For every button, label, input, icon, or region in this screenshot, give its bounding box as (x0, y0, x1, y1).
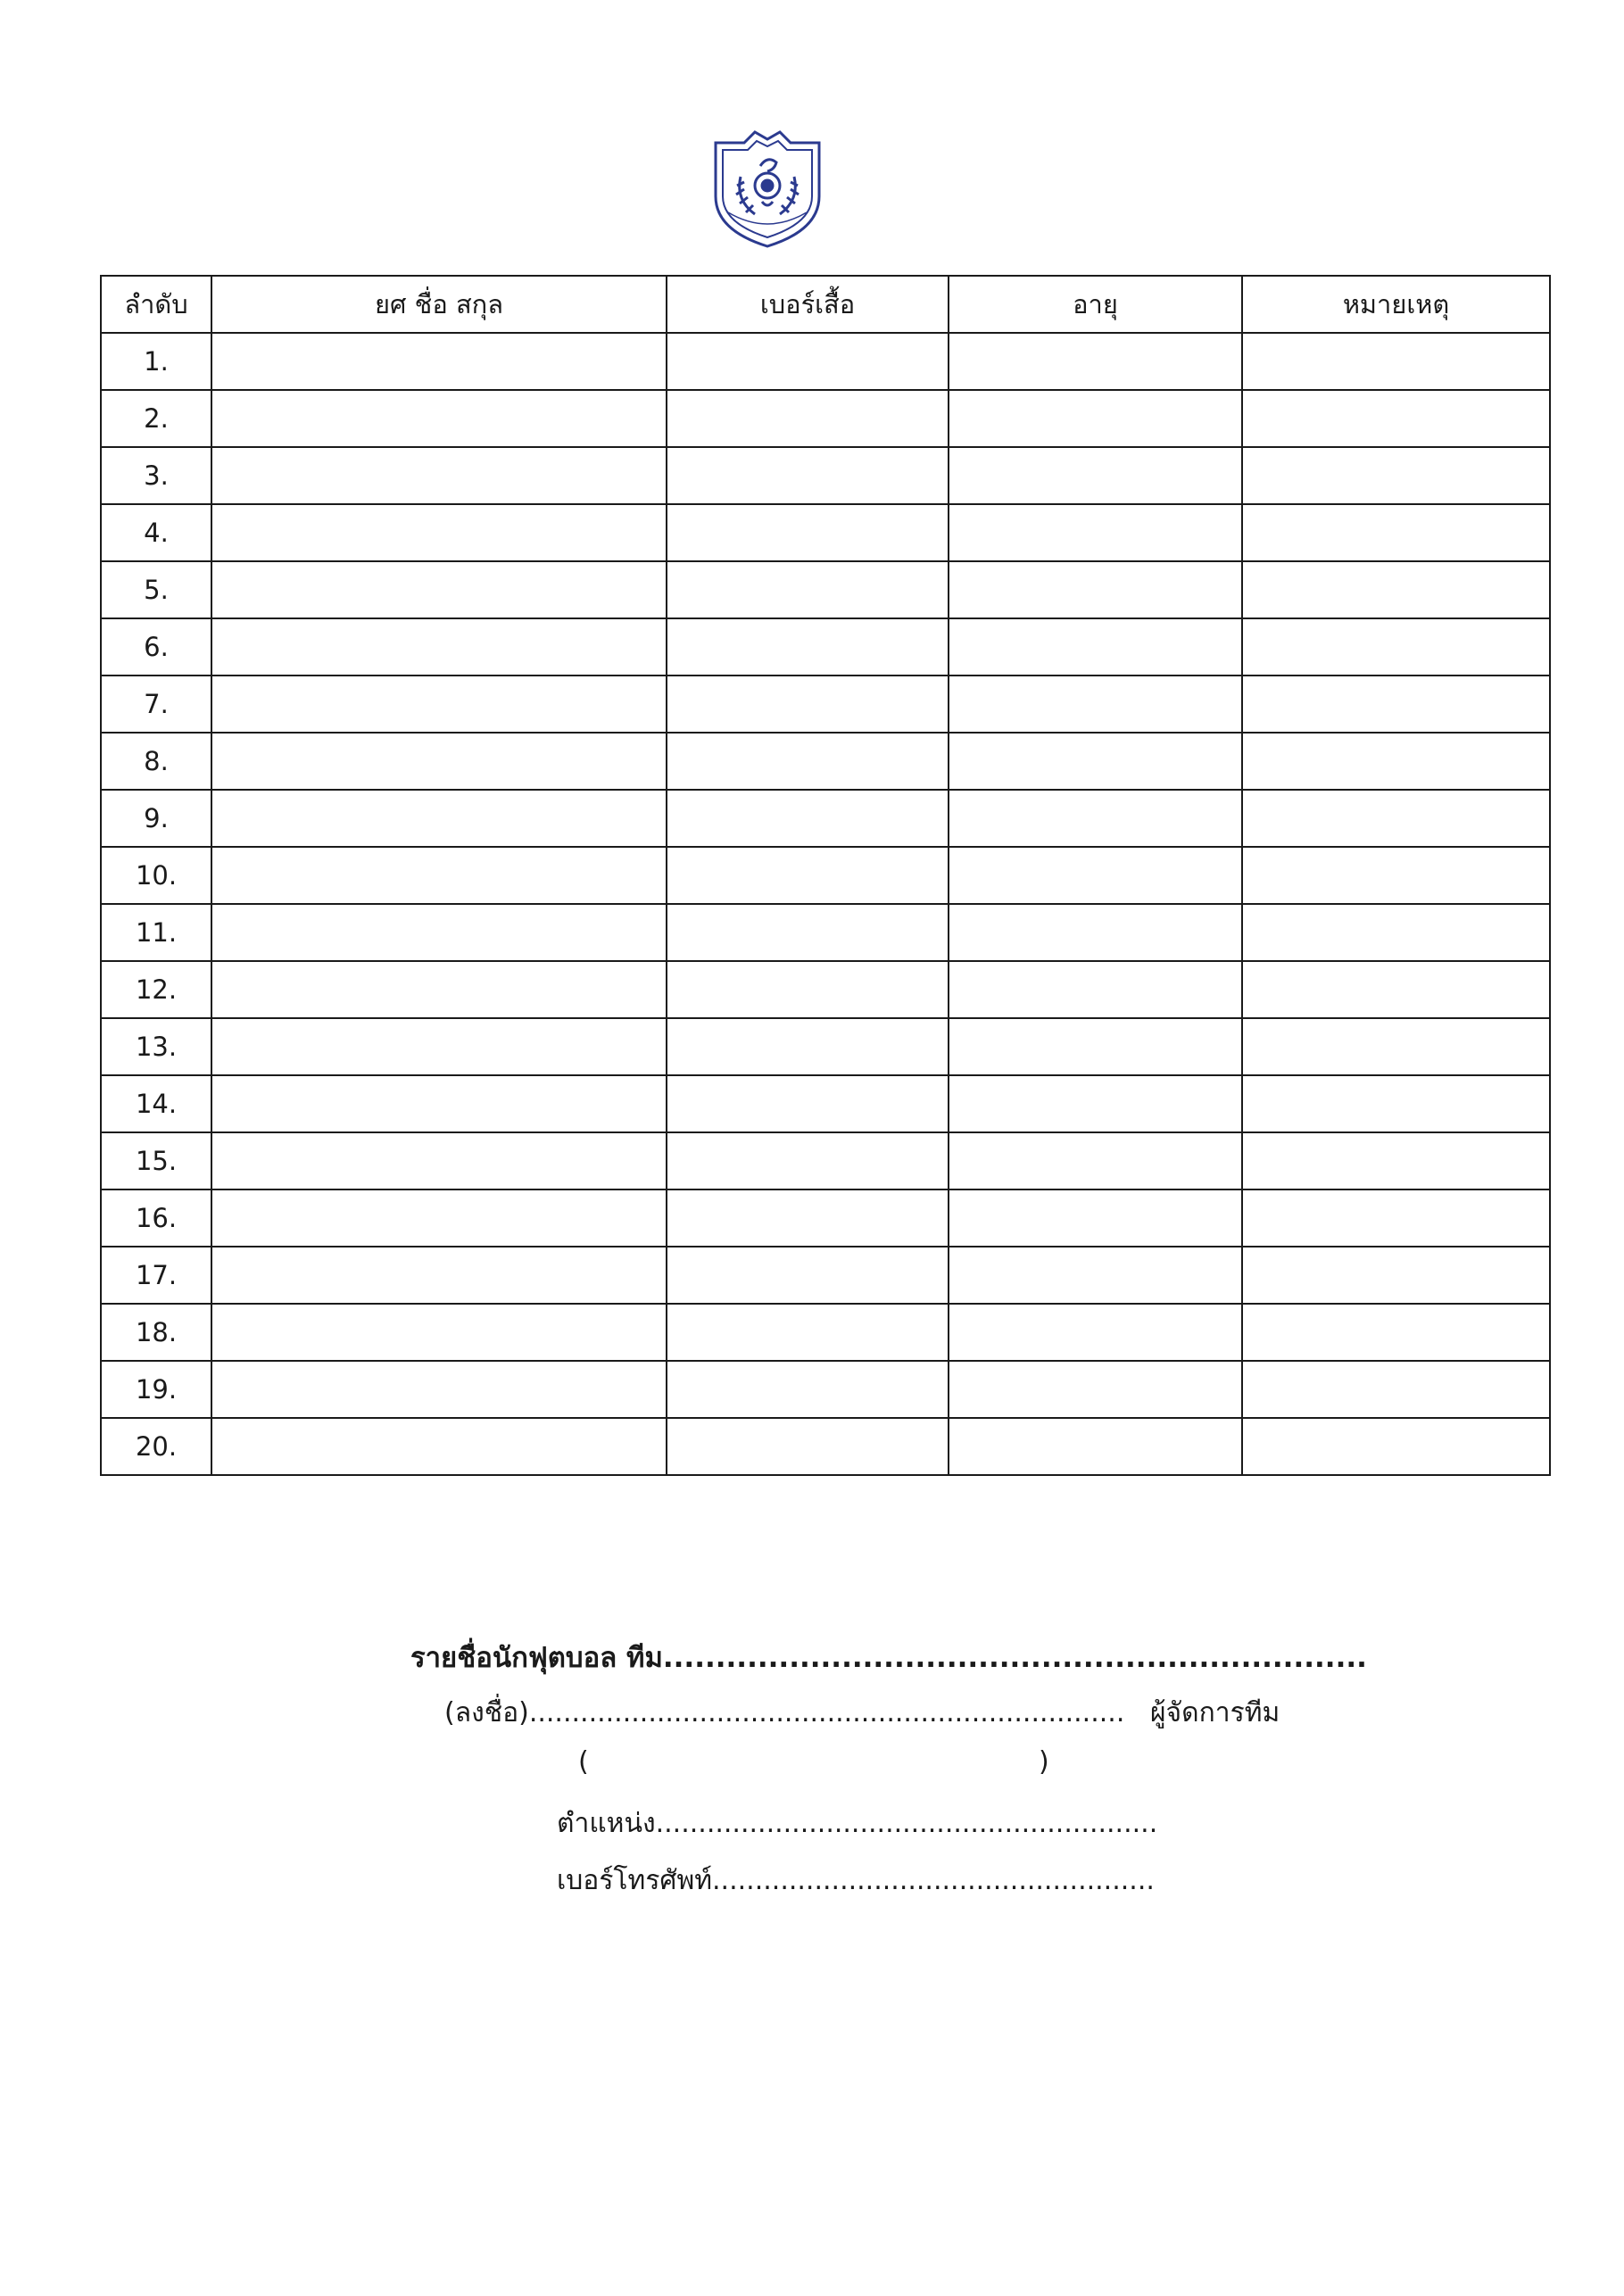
remarks-cell[interactable] (1242, 1304, 1550, 1361)
row-number: 16. (101, 1189, 211, 1247)
remarks-cell[interactable] (1242, 733, 1550, 790)
table-row (101, 1418, 1550, 1475)
name-paren-close: ) (1039, 1746, 1049, 1778)
remarks-cell[interactable] (1242, 390, 1550, 447)
table-row (101, 676, 1550, 733)
name-cell[interactable] (211, 961, 667, 1018)
row-number: 12. (101, 961, 211, 1018)
age-cell[interactable] (949, 1247, 1242, 1304)
remarks-cell[interactable] (1242, 904, 1550, 961)
row-number: 19. (101, 1361, 211, 1418)
header-shirt-number: เบอร์เสื้อ (667, 276, 949, 333)
team-title-line[interactable]: รายชื่อนักฟุตบอล ทีม................................................................... (410, 1642, 1367, 1674)
remarks-cell[interactable] (1242, 504, 1550, 561)
table-row (101, 504, 1550, 561)
name-cell[interactable] (211, 1304, 667, 1361)
shirt-number-cell[interactable] (667, 1361, 949, 1418)
age-cell[interactable] (949, 390, 1242, 447)
remarks-cell[interactable] (1242, 676, 1550, 733)
age-cell[interactable] (949, 790, 1242, 847)
table-header-row (101, 276, 1550, 333)
age-cell[interactable] (949, 618, 1242, 676)
age-cell[interactable] (949, 961, 1242, 1018)
shirt-number-cell[interactable] (667, 676, 949, 733)
age-cell[interactable] (949, 1132, 1242, 1189)
name-cell[interactable] (211, 1018, 667, 1075)
remarks-cell[interactable] (1242, 1189, 1550, 1247)
row-number: 2. (101, 390, 211, 447)
row-number: 10. (101, 847, 211, 904)
table-row (101, 561, 1550, 618)
header-rank-name-surname: ยศ ชื่อ สกุล (211, 276, 667, 333)
name-paren-open: ( (578, 1746, 589, 1778)
row-number: 13. (101, 1018, 211, 1075)
row-number: 14. (101, 1075, 211, 1132)
table-row (101, 1304, 1550, 1361)
header-remarks: หมายเหตุ (1242, 276, 1550, 333)
name-cell[interactable] (211, 1132, 667, 1189)
remarks-cell[interactable] (1242, 618, 1550, 676)
name-cell[interactable] (211, 1189, 667, 1247)
remarks-cell[interactable] (1242, 447, 1550, 504)
name-cell[interactable] (211, 333, 667, 390)
remarks-cell[interactable] (1242, 790, 1550, 847)
age-cell[interactable] (949, 1018, 1242, 1075)
manager-signature-line[interactable] (444, 1692, 1280, 1734)
name-cell[interactable] (211, 733, 667, 790)
row-number: 8. (101, 733, 211, 790)
age-cell[interactable] (949, 1361, 1242, 1418)
table-row (101, 733, 1550, 790)
shirt-number-cell[interactable] (667, 333, 949, 390)
row-number: 20. (101, 1418, 211, 1475)
name-cell[interactable] (211, 447, 667, 504)
age-cell[interactable] (949, 676, 1242, 733)
shirt-number-cell[interactable] (667, 561, 949, 618)
table-row (101, 390, 1550, 447)
association-crest-icon (708, 130, 826, 250)
age-cell[interactable] (949, 1418, 1242, 1475)
shirt-number-cell[interactable] (667, 390, 949, 447)
remarks-cell[interactable] (1242, 1418, 1550, 1475)
shirt-number-cell[interactable] (667, 1132, 949, 1189)
player-roster-table (100, 275, 1551, 1476)
remarks-cell[interactable] (1242, 561, 1550, 618)
age-cell[interactable] (949, 1075, 1242, 1132)
table-row (101, 1189, 1550, 1247)
age-cell[interactable] (949, 733, 1242, 790)
row-number: 9. (101, 790, 211, 847)
shirt-number-cell[interactable] (667, 847, 949, 904)
age-cell[interactable] (949, 1189, 1242, 1247)
remarks-cell[interactable] (1242, 1247, 1550, 1304)
remarks-cell[interactable] (1242, 1018, 1550, 1075)
name-cell[interactable] (211, 1075, 667, 1132)
name-cell[interactable] (211, 1247, 667, 1304)
shirt-number-cell[interactable] (667, 1247, 949, 1304)
name-cell[interactable] (211, 561, 667, 618)
position-field[interactable]: ตำแหน่ง........................................................... (557, 1808, 1158, 1839)
shirt-number-cell[interactable] (667, 733, 949, 790)
table-row (101, 1247, 1550, 1304)
name-cell[interactable] (211, 790, 667, 847)
name-cell[interactable] (211, 618, 667, 676)
name-cell[interactable] (211, 390, 667, 447)
table-row (101, 618, 1550, 676)
name-cell[interactable] (211, 504, 667, 561)
header-age: อายุ (949, 276, 1242, 333)
name-cell[interactable] (211, 1418, 667, 1475)
table-row (101, 1132, 1550, 1189)
table-row (101, 1018, 1550, 1075)
table-row (101, 904, 1550, 961)
header-order: ลำดับ (101, 276, 211, 333)
table-row (101, 447, 1550, 504)
row-number: 5. (101, 561, 211, 618)
shirt-number-cell[interactable] (667, 904, 949, 961)
row-number: 17. (101, 1247, 211, 1304)
row-number: 7. (101, 676, 211, 733)
table-row (101, 790, 1550, 847)
row-number: 18. (101, 1304, 211, 1361)
shirt-number-cell[interactable] (667, 447, 949, 504)
age-cell[interactable] (949, 504, 1242, 561)
row-number: 1. (101, 333, 211, 390)
phone-field[interactable]: เบอร์โทรศัพท์.................................................... (557, 1865, 1155, 1896)
age-cell[interactable] (949, 1304, 1242, 1361)
shirt-number-cell[interactable] (667, 1304, 949, 1361)
row-number: 11. (101, 904, 211, 961)
row-number: 4. (101, 504, 211, 561)
row-number: 6. (101, 618, 211, 676)
row-number: 15. (101, 1132, 211, 1189)
remarks-cell[interactable] (1242, 1132, 1550, 1189)
shirt-number-cell[interactable] (667, 504, 949, 561)
age-cell[interactable] (949, 561, 1242, 618)
table-row (101, 961, 1550, 1018)
shirt-number-cell[interactable] (667, 618, 949, 676)
table-row (101, 1361, 1550, 1418)
age-cell[interactable] (949, 333, 1242, 390)
shirt-number-cell[interactable] (667, 961, 949, 1018)
name-cell[interactable] (211, 904, 667, 961)
remarks-cell[interactable] (1242, 333, 1550, 390)
manager-label: ผู้จัดการทีม (1149, 1697, 1280, 1728)
remarks-cell[interactable] (1242, 1075, 1550, 1132)
shirt-number-cell[interactable] (667, 1075, 949, 1132)
name-cell[interactable] (211, 1361, 667, 1418)
age-cell[interactable] (949, 904, 1242, 961)
table-row (101, 1075, 1550, 1132)
name-cell[interactable] (211, 676, 667, 733)
age-cell[interactable] (949, 447, 1242, 504)
age-cell[interactable] (949, 847, 1242, 904)
shirt-number-cell[interactable] (667, 790, 949, 847)
row-number: 3. (101, 447, 211, 504)
shirt-number-cell[interactable] (667, 1189, 949, 1247)
shirt-number-cell[interactable] (667, 1418, 949, 1475)
remarks-cell[interactable] (1242, 847, 1550, 904)
table-row (101, 333, 1550, 390)
name-cell[interactable] (211, 847, 667, 904)
shirt-number-cell[interactable] (667, 1018, 949, 1075)
signature-field[interactable]: (ลงชื่อ)...................................................................... (444, 1697, 1125, 1728)
remarks-cell[interactable] (1242, 1361, 1550, 1418)
remarks-cell[interactable] (1242, 961, 1550, 1018)
table-row (101, 847, 1550, 904)
